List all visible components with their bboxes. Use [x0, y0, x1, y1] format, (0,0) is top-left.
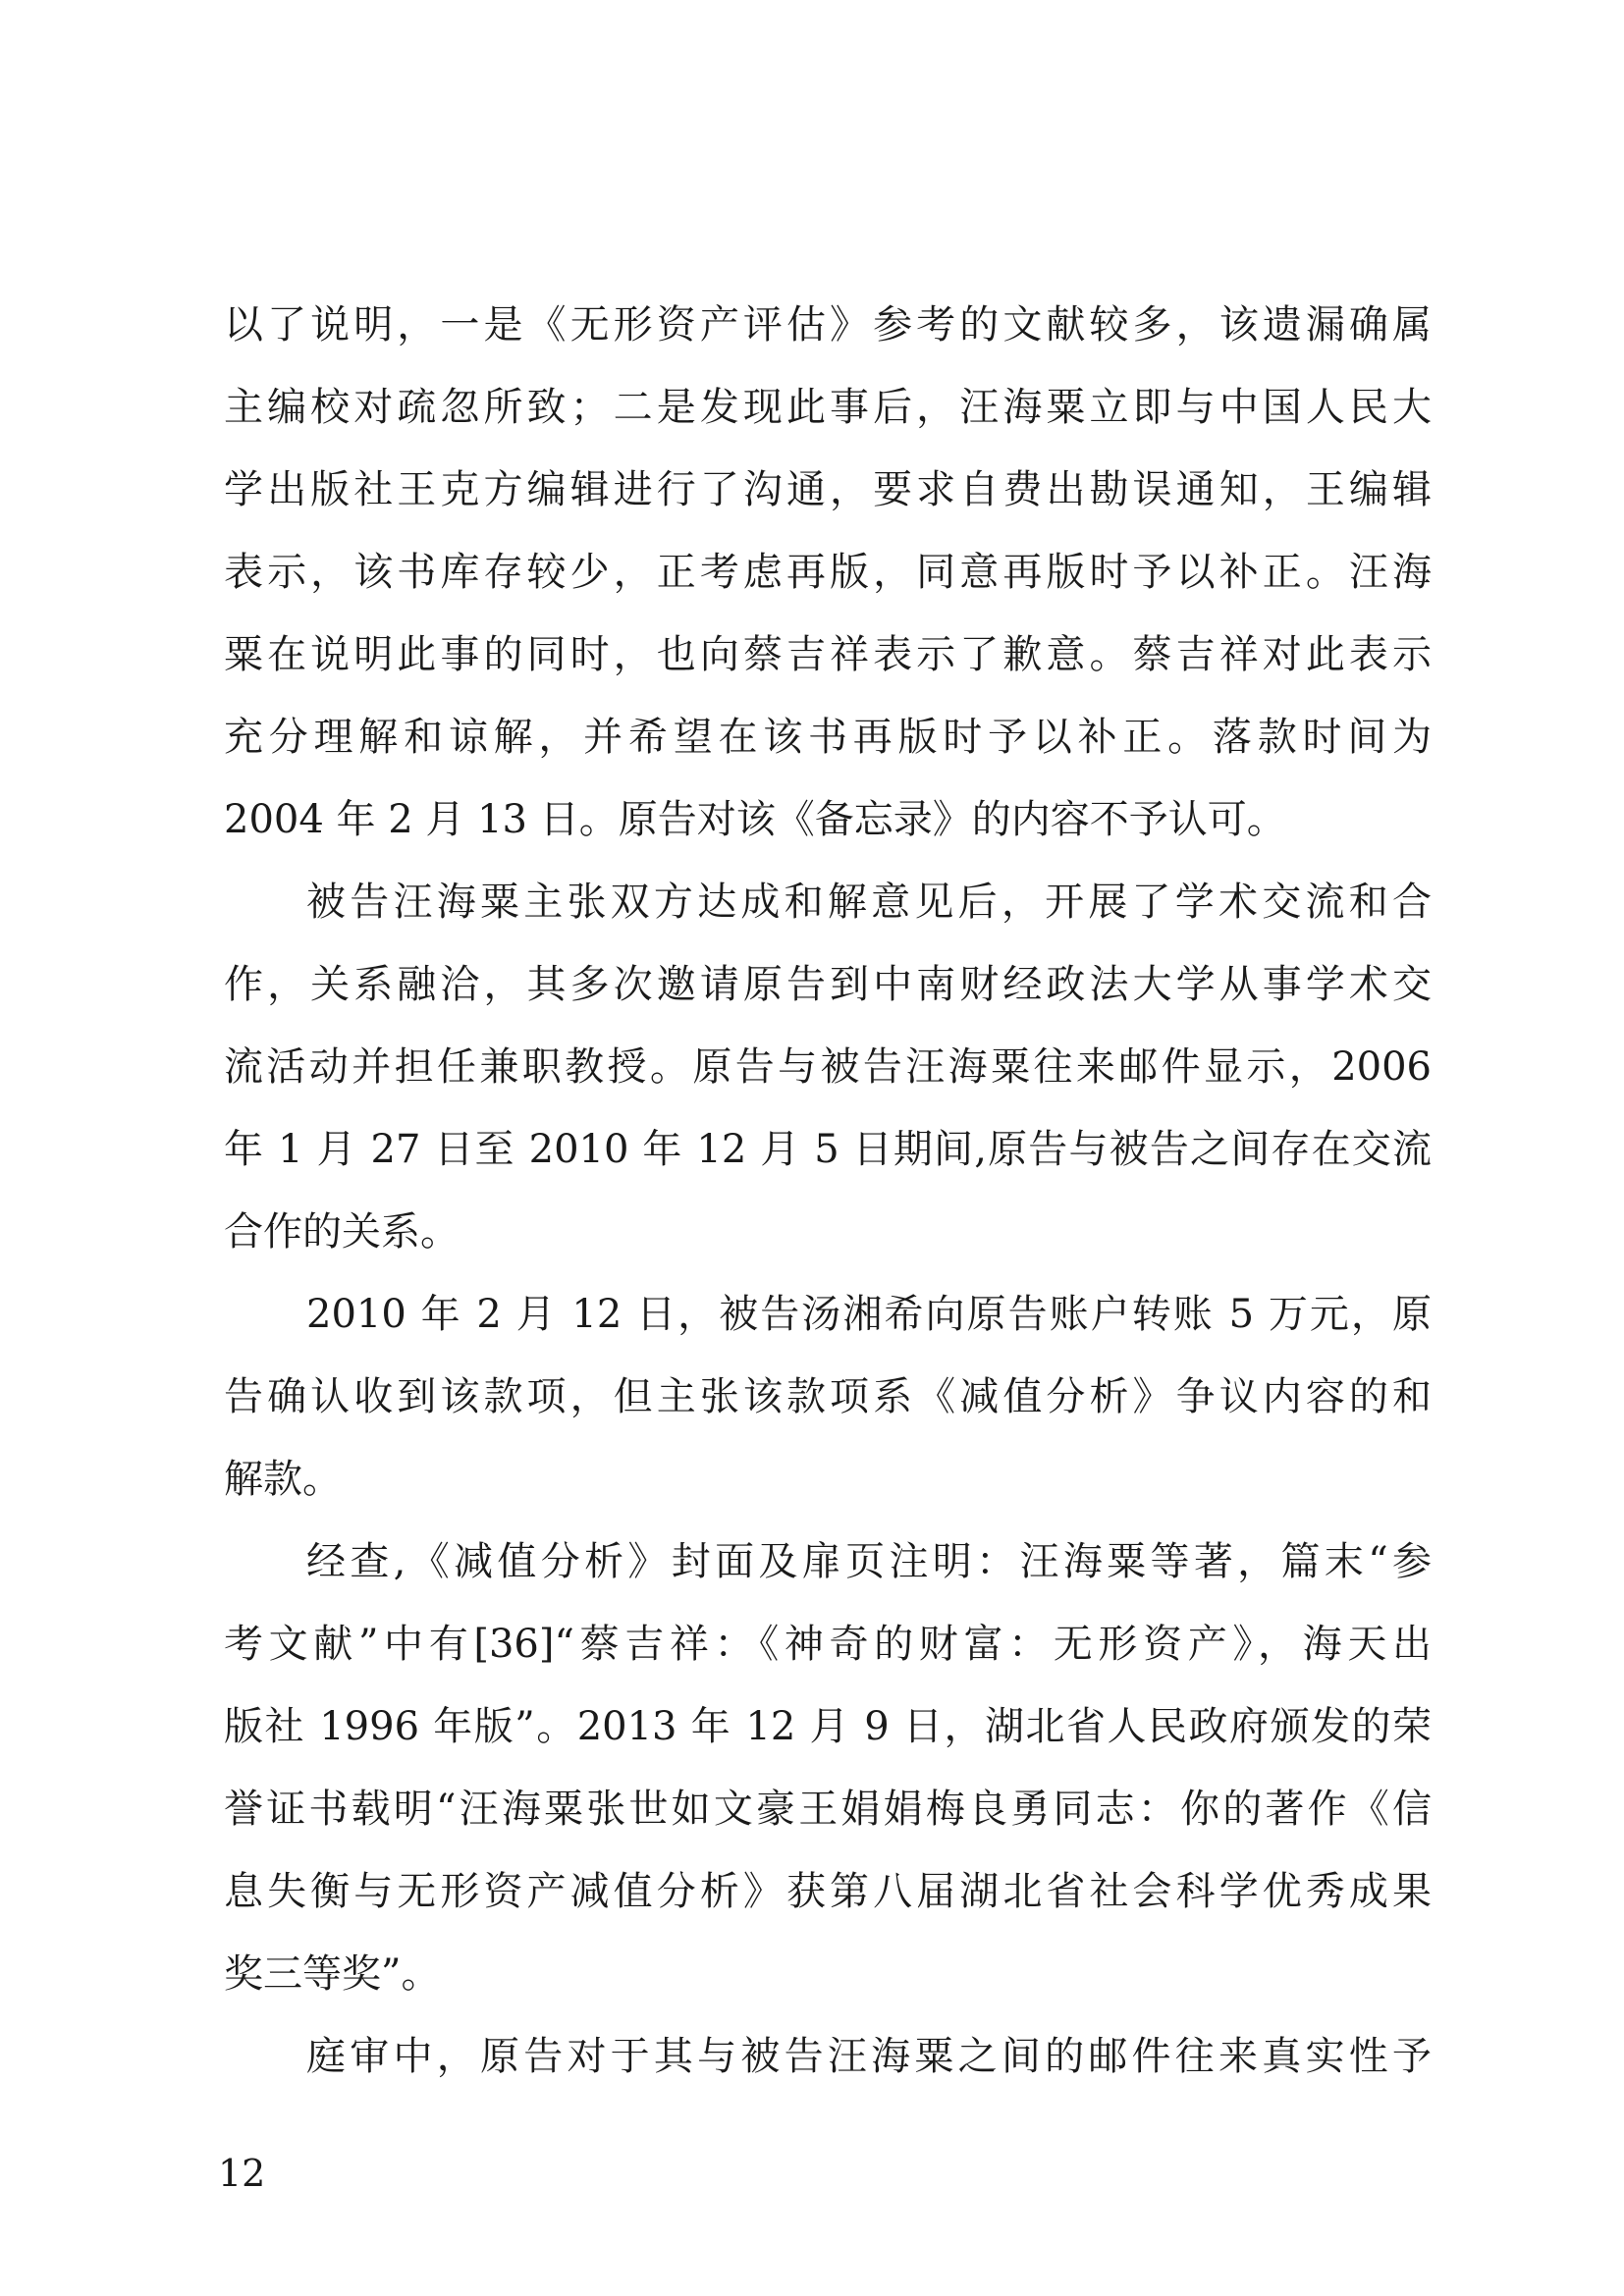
paragraph-first-line: 被告汪海粟主张双方达成和解意见后，开展了学术交流和合 — [306, 880, 1432, 925]
page-number: 12 — [218, 2152, 266, 2195]
paragraph-first-line: 2010 年 2 月 12 日，被告汤湘希向原告账户转账 5 万元，原 — [306, 1292, 1432, 1337]
paragraph-first-line: 庭审中，原告对于其与被告汪海粟之间的邮件往来真实性予 — [306, 2034, 1432, 2079]
text-line: 粟在说明此事的同时，也向蔡吉祥表示了歉意。蔡吉祥对此表示 — [224, 632, 1432, 677]
text-line: 年 1 月 27 日至 2010 年 12 月 5 日期间,原告与被告之间存在交流 — [224, 1127, 1432, 1172]
text-line: 版社 1996 年版”。2013 年 12 月 9 日，湖北省人民政府颁发的荣 — [224, 1704, 1432, 1749]
text-line: 誉证书载明“汪海粟张世如文豪王娟娟梅良勇同志：你的著作《信 — [224, 1787, 1432, 1832]
text-line: 考文献”中有[36]“蔡吉祥：《神奇的财富：无形资产》，海天出 — [224, 1622, 1432, 1667]
text-line: 主编校对疏忽所致；二是发现此事后，汪海粟立即与中国人民大 — [224, 385, 1432, 430]
text-line: 以了说明，一是《无形资产评估》参考的文献较多，该遗漏确属 — [224, 302, 1432, 347]
text-line: 息失衡与无形资产减值分析》获第八届湖北省社会科学优秀成果 — [224, 1869, 1432, 1914]
text-line: 表示，该书库存较少，正考虑再版，同意再版时予以补正。汪海 — [224, 550, 1432, 595]
text-line: 解款。 — [224, 1457, 342, 1502]
text-line: 流活动并担任兼职教授。原告与被告汪海粟往来邮件显示，2006 — [224, 1044, 1432, 1090]
paragraph-first-line: 经查,《减值分析》封面及扉页注明：汪海粟等著，篇末“参 — [306, 1539, 1432, 1584]
text-line: 告确认收到该款项，但主张该款项系《减值分析》争议内容的和 — [224, 1374, 1432, 1419]
text-line: 学出版社王克方编辑进行了沟通，要求自费出勘误通知，王编辑 — [224, 467, 1432, 512]
text-line: 奖三等奖”。 — [224, 1951, 441, 1997]
text-line: 2004 年 2 月 13 日。原告对该《备忘录》的内容不予认可。 — [224, 797, 1286, 842]
text-line: 作，关系融洽，其多次邀请原告到中南财经政法大学从事学术交 — [224, 962, 1432, 1007]
text-line: 充分理解和谅解，并希望在该书再版时予以补正。落款时间为 — [224, 715, 1432, 760]
text-line: 合作的关系。 — [224, 1209, 460, 1255]
